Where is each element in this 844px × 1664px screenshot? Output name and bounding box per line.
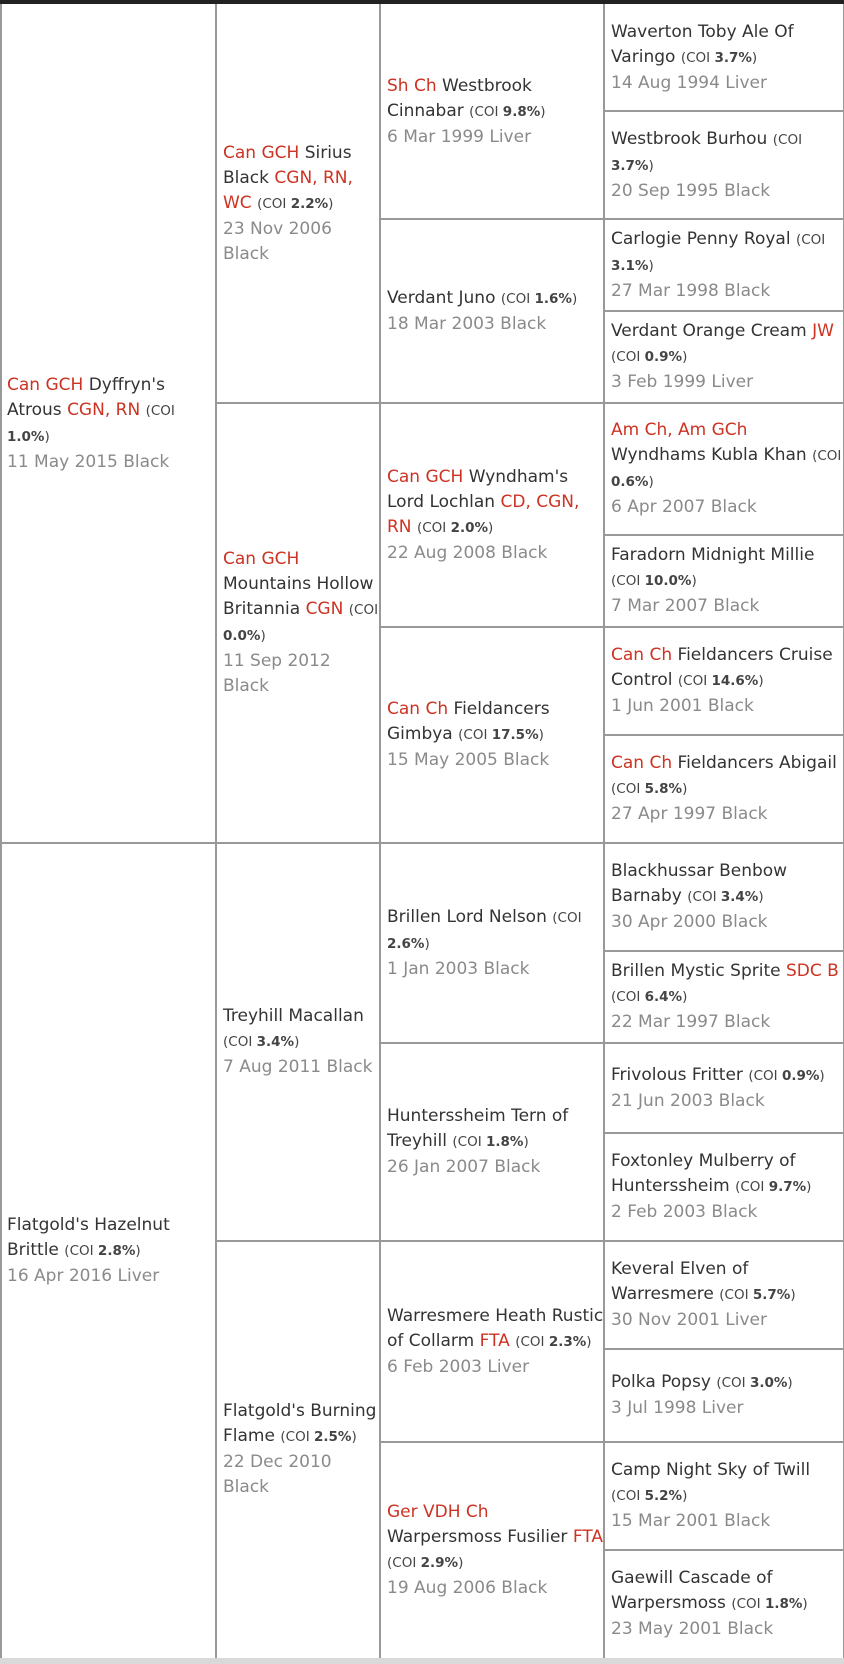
dog-title-prefix: Can GCH xyxy=(223,142,300,163)
cell-divider-horizontal xyxy=(380,402,604,404)
coi-label: COI xyxy=(422,519,447,536)
dog-name-link[interactable]: Brillen Lord Nelson xyxy=(387,906,547,927)
cell-divider-horizontal xyxy=(604,1042,844,1044)
pedigree-cell-ddd xyxy=(380,1442,604,1658)
cell-divider-horizontal xyxy=(0,842,216,844)
birth-date-color: 7 Mar 2007 Black xyxy=(611,596,760,616)
dog-entry xyxy=(611,20,844,71)
pedigree-cell-ddsd xyxy=(604,1349,844,1442)
dog-entry xyxy=(387,1304,604,1355)
dog-name-link[interactable]: Brillen Mystic Sprite xyxy=(611,961,781,981)
birth-date-color: 22 Mar 1997 Black xyxy=(611,1012,771,1032)
dog-name-link[interactable]: Waverton Toby Ale Of Varingo xyxy=(611,21,794,67)
dog-entry xyxy=(611,859,844,910)
coi-percent: 5.2% xyxy=(644,1488,683,1504)
dog-title-prefix: Can GCH xyxy=(387,466,464,487)
coi-value: (COI 5.7%) xyxy=(719,1287,796,1303)
coi-percent: 2.8% xyxy=(97,1242,136,1259)
dog-title-suffix: CGN, RN, WC xyxy=(223,167,353,213)
coi-value: (COI 1.8%) xyxy=(731,1596,808,1612)
cell-divider-horizontal xyxy=(604,402,844,404)
dog-entry xyxy=(387,74,604,125)
birth-date-color: 1 Jun 2001 Black xyxy=(611,696,754,716)
birth-date-color: 18 Mar 2003 Black xyxy=(387,313,547,334)
coi-value: (COI 0.0%) xyxy=(223,602,379,644)
dog-entry xyxy=(223,1399,380,1450)
pedigree-cell-ssss xyxy=(604,4,844,111)
dog-name-link[interactable]: Wyndham's Lord Lochlan xyxy=(387,466,569,512)
cell-divider-horizontal xyxy=(216,402,380,404)
coi-value: (COI 2.5%) xyxy=(280,1429,357,1445)
coi-label: COI xyxy=(262,195,287,212)
pedigree-cell-sdsd xyxy=(604,535,844,627)
dog-title-prefix: Am Ch, Am GCh xyxy=(611,420,748,440)
coi-percent: 5.8% xyxy=(644,781,683,797)
coi-percent: 0.6% xyxy=(611,474,649,490)
cell-divider-horizontal xyxy=(380,218,604,220)
coi-label: COI xyxy=(457,1134,482,1150)
cell-divider-horizontal xyxy=(604,1132,844,1134)
dog-title-suffix: JW xyxy=(812,321,834,341)
coi-label: COI xyxy=(683,673,708,689)
dog-name-link[interactable]: Faradorn Midnight Millie xyxy=(611,545,815,565)
coi-value: (COI 6.4%) xyxy=(611,989,688,1005)
coi-value: (COI 1.0%) xyxy=(7,402,175,445)
coi-percent: 0.9% xyxy=(644,349,683,365)
coi-label: COI xyxy=(736,1596,761,1612)
dog-name-link[interactable]: Mountains Hollow Britannia xyxy=(223,574,374,619)
dog-title-prefix: Ger VDH Ch xyxy=(387,1501,489,1522)
dog-name-link[interactable]: Fieldancers Cruise Control xyxy=(611,645,833,690)
dog-title-prefix: Can Ch xyxy=(387,699,449,719)
birth-date-color: 6 Apr 2007 Black xyxy=(611,497,757,517)
coi-value: (COI 0.6%) xyxy=(611,448,842,490)
coi-label: COI xyxy=(354,602,379,618)
dog-entry xyxy=(611,1566,844,1617)
pedigree-cell-sds xyxy=(380,403,604,627)
coi-value: (COI 9.8%) xyxy=(469,103,546,120)
coi-percent: 2.2% xyxy=(290,195,329,212)
coi-percent: 2.3% xyxy=(548,1333,587,1350)
dog-title-prefix: Sh Ch xyxy=(387,75,437,96)
cell-divider-horizontal xyxy=(380,1240,604,1242)
coi-percent: 2.0% xyxy=(450,519,489,536)
dog-entry xyxy=(223,141,380,217)
birth-date-color: 7 Aug 2011 Black xyxy=(223,1057,373,1077)
dog-title-suffix: FTA xyxy=(479,1330,510,1351)
dog-name-link[interactable]: Blackhussar Benbow Barnaby xyxy=(611,861,788,906)
cell-divider-horizontal xyxy=(216,1240,380,1242)
dog-entry xyxy=(611,1370,844,1396)
pedigree-cell-dddd xyxy=(604,1550,844,1658)
pedigree-cell-dsss xyxy=(604,843,844,951)
pedigree-cell-dds xyxy=(380,1241,604,1442)
coi-value: (COI 3.4%) xyxy=(223,1034,300,1050)
cell-divider-horizontal xyxy=(604,310,844,312)
cell-divider-horizontal xyxy=(604,1441,844,1443)
birth-date-color: 27 Apr 1997 Black xyxy=(611,804,768,824)
coi-value: (COI 3.7%) xyxy=(611,131,803,174)
birth-date-color: 15 May 2005 Black xyxy=(387,750,550,770)
dog-name-link[interactable]: Hunterssheim Tern of Treyhill xyxy=(387,1106,569,1151)
birth-date-color: 3 Feb 1999 Liver xyxy=(611,372,754,392)
coi-value: (COI 2.2%) xyxy=(257,195,334,212)
table-left-border xyxy=(0,4,2,1658)
dog-name-link[interactable]: Verdant Juno xyxy=(387,287,496,308)
dog-name-link[interactable]: Sirius Black xyxy=(223,142,352,188)
coi-percent: 5.7% xyxy=(752,1287,791,1303)
dog-name-link[interactable]: Camp Night Sky of Twill xyxy=(611,1460,811,1480)
coi-value: (COI 3.1%) xyxy=(611,231,826,274)
coi-percent: 3.1% xyxy=(611,257,649,274)
dog-entry xyxy=(611,127,844,179)
coi-label: COI xyxy=(474,103,499,120)
coi-value: (COI 3.0%) xyxy=(716,1375,793,1391)
dog-entry xyxy=(223,1004,380,1055)
birth-date-color: 21 Jun 2003 Black xyxy=(611,1090,765,1111)
coi-value: (COI 17.5%) xyxy=(458,727,544,743)
coi-value: (COI 3.7%) xyxy=(680,49,758,66)
dog-title-suffix: CGN xyxy=(305,599,344,619)
dog-entry xyxy=(611,751,844,802)
dog-title-suffix: CGN, RN xyxy=(67,399,141,420)
pedigree-cell-sdds xyxy=(604,627,844,735)
dog-entry xyxy=(611,227,844,279)
dog-name-link[interactable]: Verdant Orange Cream xyxy=(611,321,807,341)
birth-date-color: 3 Jul 1998 Liver xyxy=(611,1398,744,1418)
cell-divider-horizontal xyxy=(604,734,844,736)
coi-percent: 3.4% xyxy=(256,1034,295,1050)
birth-date-color: 22 Aug 2008 Black xyxy=(387,542,548,563)
dog-name-link[interactable]: Westbrook Burhou xyxy=(611,128,768,149)
birth-date-color: 30 Nov 2001 Liver xyxy=(611,1310,767,1330)
dog-entry xyxy=(611,319,844,370)
birth-date-color: 11 May 2015 Black xyxy=(7,451,170,472)
pedigree-cell-ss xyxy=(216,4,380,403)
coi-label: COI xyxy=(616,989,641,1005)
birth-date-color: 20 Sep 1995 Black xyxy=(611,180,771,201)
dog-entry xyxy=(387,465,604,541)
cell-divider-horizontal xyxy=(380,1441,604,1443)
birth-date-color: 2 Feb 2003 Black xyxy=(611,1202,758,1222)
pedigree-cell-ds xyxy=(216,843,380,1241)
dog-entry xyxy=(611,1458,844,1509)
coi-value: (COI 5.2%) xyxy=(611,1488,688,1504)
coi-label: COI xyxy=(740,1179,765,1195)
cell-divider-horizontal xyxy=(216,842,380,844)
dog-name-link[interactable]: Flatgold's Hazelnut Brittle xyxy=(7,1214,170,1260)
birth-date-color: 16 Apr 2016 Liver xyxy=(7,1265,160,1286)
coi-percent: 9.8% xyxy=(502,103,541,120)
coi-label: COI xyxy=(616,1488,641,1504)
dog-title-prefix: Can Ch xyxy=(611,753,673,773)
pedigree-cell-sdss xyxy=(604,403,844,535)
dog-title-prefix: Can Ch xyxy=(611,645,673,665)
cell-divider-horizontal xyxy=(380,842,604,844)
coi-label: COI xyxy=(557,909,582,926)
coi-label: COI xyxy=(285,1429,310,1445)
pedigree-cell-ssd xyxy=(380,219,604,403)
dog-name-link[interactable]: Flatgold's Burning Flame xyxy=(223,1401,377,1446)
coi-percent: 0.0% xyxy=(223,628,261,644)
dog-title-suffix: FTA xyxy=(572,1526,603,1547)
pedigree-cell-dss xyxy=(380,843,604,1043)
pedigree-cell-dsdd xyxy=(604,1133,844,1241)
coi-value: (COI 2.8%) xyxy=(64,1242,141,1259)
coi-label: COI xyxy=(506,290,531,307)
cell-divider-horizontal xyxy=(604,110,844,112)
table-bottom-border xyxy=(0,1658,844,1664)
birth-date-color: 30 Apr 2000 Black xyxy=(611,912,768,932)
birth-date-color: 11 Sep 2012 Black xyxy=(223,651,331,696)
pedigree-cell-ddss xyxy=(604,1241,844,1349)
coi-value: (COI 1.8%) xyxy=(452,1134,529,1150)
dog-entry xyxy=(611,418,844,495)
birth-date-color: 6 Mar 1999 Liver xyxy=(387,126,532,147)
birth-date-color: 19 Aug 2006 Black xyxy=(387,1577,548,1598)
pedigree-cell-ssds xyxy=(604,219,844,311)
dog-entry xyxy=(7,373,216,450)
pedigree-cell-dam xyxy=(0,843,216,1658)
coi-percent: 1.8% xyxy=(486,1134,524,1150)
dog-entry xyxy=(387,1500,604,1576)
coi-label: COI xyxy=(69,1242,94,1259)
coi-percent: 2.5% xyxy=(313,1429,352,1445)
dog-entry xyxy=(611,643,844,694)
cell-divider-horizontal xyxy=(604,534,844,536)
birth-date-color: 26 Jan 2007 Black xyxy=(387,1157,541,1177)
cell-divider-horizontal xyxy=(604,626,844,628)
coi-percent: 14.6% xyxy=(711,673,759,689)
dog-title-suffix: CD, CGN, RN xyxy=(387,491,580,537)
cell-divider-horizontal xyxy=(604,1348,844,1350)
coi-percent: 10.0% xyxy=(644,573,692,589)
birth-date-color: 27 Mar 1998 Black xyxy=(611,280,771,301)
dog-name-link[interactable]: Frivolous Fritter xyxy=(611,1064,743,1085)
dog-entry xyxy=(387,697,604,748)
coi-value: (COI 10.0%) xyxy=(611,573,697,589)
dog-name-link[interactable]: Carlogie Penny Royal xyxy=(611,228,791,249)
coi-label: COI xyxy=(616,349,641,365)
dog-entry xyxy=(611,543,844,594)
coi-value: (COI 2.9%) xyxy=(387,1554,464,1571)
pedigree-cell-dsd xyxy=(380,1043,604,1241)
pedigree-cell-dd xyxy=(216,1241,380,1658)
coi-percent: 0.9% xyxy=(781,1067,820,1084)
pedigree-cell-sss xyxy=(380,4,604,219)
dog-name-link[interactable]: Fieldancers Gimbya xyxy=(387,699,550,744)
dog-entry xyxy=(387,286,604,312)
cell-divider-horizontal xyxy=(604,1240,844,1242)
pedigree-cell-sssd xyxy=(604,111,844,219)
coi-value: (COI 5.8%) xyxy=(611,781,688,797)
coi-value: (COI 3.4%) xyxy=(687,889,764,905)
coi-value: (COI 2.3%) xyxy=(515,1333,592,1350)
coi-value: (COI 0.9%) xyxy=(748,1067,825,1084)
coi-label: COI xyxy=(753,1067,778,1084)
coi-percent: 1.8% xyxy=(764,1596,803,1612)
dog-entry xyxy=(7,1213,216,1264)
coi-label: COI xyxy=(520,1333,545,1350)
coi-percent: 17.5% xyxy=(491,727,539,743)
pedigree-cell-dssd xyxy=(604,951,844,1043)
birth-date-color: 1 Jan 2003 Black xyxy=(387,958,530,979)
coi-label: COI xyxy=(228,1034,253,1050)
dog-name-link[interactable]: Gaewill Cascade of Warpersmoss xyxy=(611,1568,773,1613)
coi-percent: 1.0% xyxy=(7,428,45,445)
dog-name-link[interactable]: Dyffryn's Atrous xyxy=(7,374,165,420)
pedigree-cell-ddds xyxy=(604,1442,844,1550)
coi-label: COI xyxy=(692,889,717,905)
dog-title-prefix: Can GCH xyxy=(7,374,84,395)
coi-label: COI xyxy=(686,49,711,66)
coi-percent: 3.7% xyxy=(611,157,649,174)
birth-date-color: 23 Nov 2006 Black xyxy=(223,218,332,264)
birth-date-color: 23 May 2001 Black xyxy=(611,1619,774,1639)
birth-date-color: 14 Aug 1994 Liver xyxy=(611,72,768,93)
dog-title-suffix: SDC B xyxy=(786,961,839,981)
dog-entry xyxy=(611,959,844,1010)
dog-name-link[interactable]: Wyndhams Kubla Khan xyxy=(611,445,807,465)
birth-date-color: 22 Dec 2010 Black xyxy=(223,1452,332,1497)
coi-label: COI xyxy=(616,781,641,797)
dog-entry xyxy=(387,1104,604,1155)
pedigree-cell-sdd xyxy=(380,627,604,843)
coi-label: COI xyxy=(721,1375,746,1391)
dog-title-prefix: Can GCH xyxy=(223,549,300,569)
coi-percent: 3.0% xyxy=(749,1375,788,1391)
pedigree-cell-sd xyxy=(216,403,380,843)
dog-entry xyxy=(387,905,604,957)
dog-name-link[interactable]: Fieldancers Abigail xyxy=(677,753,837,773)
dog-name-link[interactable]: Treyhill Macallan xyxy=(223,1006,364,1026)
dog-name-link[interactable]: Keveral Elven of Warresmere xyxy=(611,1259,749,1304)
dog-entry xyxy=(611,1257,844,1308)
dog-entry xyxy=(611,1149,844,1200)
coi-label: COI xyxy=(463,727,488,743)
coi-percent: 3.7% xyxy=(714,49,752,66)
coi-value: (COI 0.9%) xyxy=(611,349,688,365)
dog-entry xyxy=(611,1063,844,1089)
coi-percent: 2.9% xyxy=(420,1554,459,1571)
coi-percent: 1.6% xyxy=(534,290,572,307)
birth-date-color: 6 Feb 2003 Liver xyxy=(387,1356,530,1377)
coi-value: (COI 9.7%) xyxy=(735,1179,812,1195)
pedigree-cell-ssdd xyxy=(604,311,844,403)
coi-label: COI xyxy=(616,573,641,589)
coi-value: (COI 2.6%) xyxy=(387,909,582,952)
cell-divider-horizontal xyxy=(604,1549,844,1551)
cell-divider-horizontal xyxy=(604,218,844,220)
dog-name-link[interactable]: Westbrook Cinnabar xyxy=(387,75,532,121)
dog-name-link[interactable]: Foxtonley Mulberry of Hunterssheim xyxy=(611,1151,796,1196)
coi-label: COI xyxy=(801,231,826,248)
pedigree-cell-sire xyxy=(0,4,216,843)
cell-divider-horizontal xyxy=(380,1042,604,1044)
pedigree-cell-sddd xyxy=(604,735,844,843)
coi-value: (COI 2.0%) xyxy=(416,519,494,536)
coi-percent: 3.4% xyxy=(720,889,759,905)
dog-name-link[interactable]: Warresmere Heath Rustic of Collarm xyxy=(387,1305,604,1351)
birth-date-color: 15 Mar 2001 Black xyxy=(611,1511,771,1531)
pedigree-cell-dsds xyxy=(604,1043,844,1133)
coi-label: COI xyxy=(150,402,175,419)
cell-divider-horizontal xyxy=(604,842,844,844)
coi-percent: 9.7% xyxy=(768,1179,807,1195)
cell-divider-horizontal xyxy=(604,950,844,952)
dog-entry xyxy=(223,547,380,649)
coi-percent: 2.6% xyxy=(387,935,425,952)
coi-value: (COI 14.6%) xyxy=(677,673,764,689)
dog-name-link[interactable]: Warpersmoss Fusilier xyxy=(387,1526,568,1547)
cell-divider-horizontal xyxy=(380,626,604,628)
coi-label: COI xyxy=(817,448,842,464)
coi-label: COI xyxy=(724,1287,749,1303)
coi-percent: 6.4% xyxy=(644,989,683,1005)
coi-label: COI xyxy=(392,1554,417,1571)
dog-name-link[interactable]: Polka Popsy xyxy=(611,1372,711,1392)
coi-label: COI xyxy=(778,131,803,148)
coi-value: (COI 1.6%) xyxy=(500,290,578,307)
